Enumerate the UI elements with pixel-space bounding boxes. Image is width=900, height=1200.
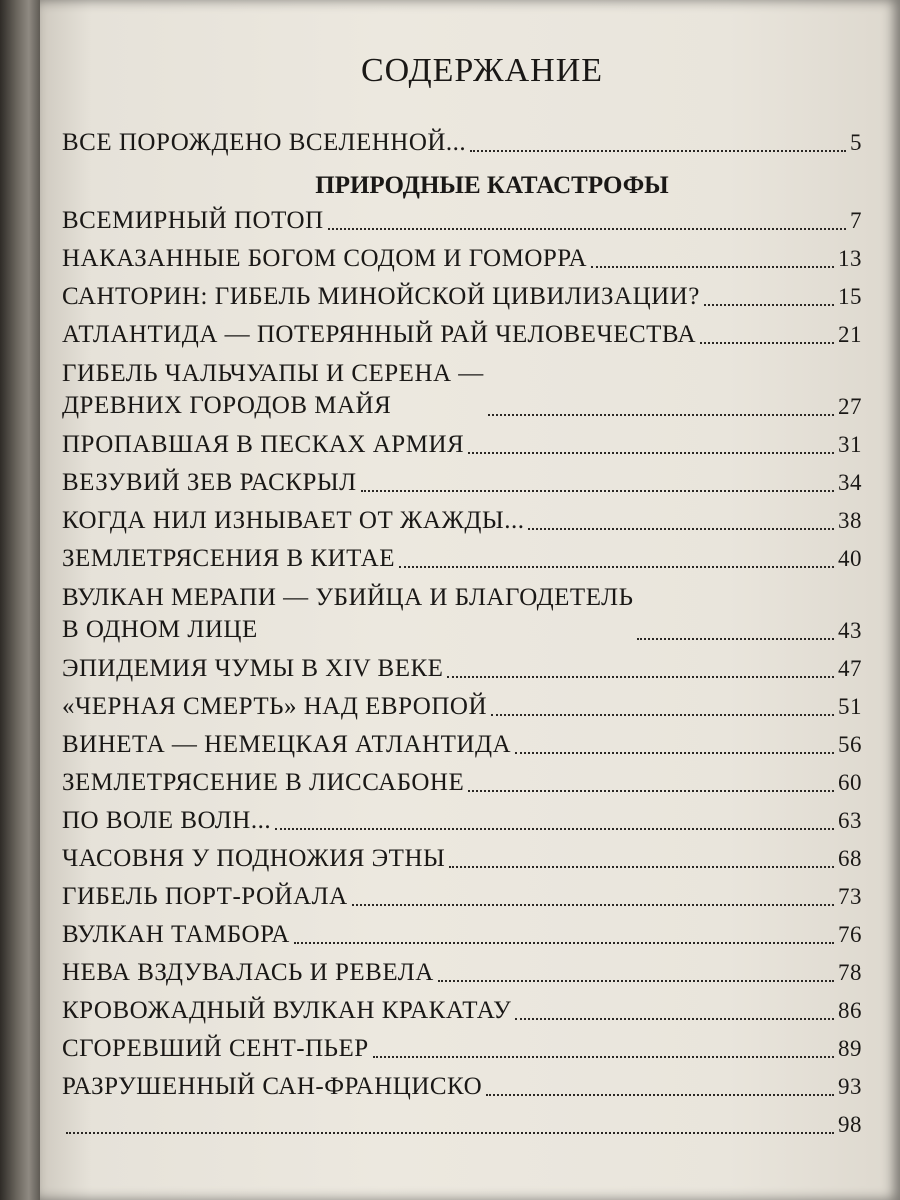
- toc-entry-label: ВЕЗУВИЙ ЗЕВ РАСКРЫЛ: [62, 469, 357, 496]
- toc-entry-page: 31: [838, 432, 862, 457]
- toc-entry: [62, 506, 862, 536]
- book-page: [40, 0, 900, 1200]
- dot-leader: [328, 228, 846, 230]
- toc-entry: [62, 582, 862, 646]
- toc-entry-label: ЗЕМЛЕТРЯСЕНИЯ В КИТАЕ: [62, 545, 396, 572]
- toc-entry: [62, 206, 862, 236]
- dot-leader: [700, 342, 834, 344]
- toc-entry-label: ВИНЕТА — НЕМЕЦКАЯ АТЛАНТИДА: [62, 731, 512, 758]
- dot-leader: [704, 304, 834, 306]
- toc-entry-page: 13: [838, 246, 862, 271]
- toc-entry-page: 76: [838, 922, 862, 947]
- dot-leader: [528, 528, 834, 530]
- toc-entry-page: 93: [838, 1074, 862, 1099]
- dot-leader: [515, 752, 834, 754]
- toc-entry-label: АТЛАНТИДА — ПОТЕРЯННЫЙ РАЙ ЧЕЛОВЕЧЕСТВА: [62, 321, 697, 348]
- toc-entry: [62, 244, 862, 274]
- toc-entries: [62, 206, 862, 1102]
- toc-entry-page: 51: [838, 694, 862, 719]
- toc-entry-page: 86: [838, 998, 862, 1023]
- toc-entry: [62, 1072, 862, 1102]
- toc-entry-label: ПО ВОЛЕ ВОЛН...: [62, 807, 272, 834]
- toc-entry-page: 21: [838, 322, 862, 347]
- toc-entry-label: КРОВОЖАДНЫЙ ВУЛКАН КРАКАТАУ: [62, 997, 512, 1024]
- toc-entry: [62, 468, 862, 498]
- section-heading: ПРИРОДНЫЕ КАТАСТРОФЫ: [315, 172, 669, 199]
- toc-entry-label: САНТОРИН: ГИБЕЛЬ МИНОЙСКОЙ ЦИВИЛИЗАЦИИ?: [62, 283, 700, 310]
- dot-leader: [373, 1056, 834, 1058]
- toc-entry-page: 73: [838, 884, 862, 909]
- toc-entry-label: РАЗРУШЕННЫЙ САН-ФРАНЦИСКО: [62, 1073, 483, 1100]
- toc-entry-label: ВСЕМИРНЫЙ ПОТОП: [62, 207, 324, 234]
- toc-entry: [62, 430, 862, 460]
- dot-leader: [468, 790, 834, 792]
- toc-entry-page: 34: [838, 470, 862, 495]
- toc-entry-page: 78: [838, 960, 862, 985]
- toc-entry-label: СГОРЕВШИЙ СЕНТ-ПЬЕР: [62, 1035, 369, 1062]
- toc-entry-page: 7: [850, 208, 862, 233]
- toc-entry: [62, 692, 862, 722]
- dot-leader: [486, 1094, 834, 1096]
- toc-entry: [62, 996, 862, 1026]
- table-of-contents: [62, 52, 862, 1148]
- dot-leader: [275, 828, 834, 830]
- toc-entry: [62, 544, 862, 574]
- toc-entry: [62, 958, 862, 988]
- toc-entry: [62, 1034, 862, 1064]
- toc-entry: [62, 806, 862, 836]
- toc-entry-label: НЕВА ВЗДУВАЛАСЬ И РЕВЕЛА: [62, 959, 434, 986]
- toc-entry-label: ЭПИДЕМИЯ ЧУМЫ В XIV ВЕКЕ: [62, 655, 444, 682]
- toc-entry-label: ГИБЕЛЬ ЧАЛЬЧУАПЫ И СЕРЕНА — ДРЕВНИХ ГОРОДОВ МАЙЯ: [62, 360, 484, 419]
- toc-entry-page: 27: [838, 394, 862, 419]
- toc-entry-page: 56: [838, 732, 862, 757]
- dot-leader: [449, 866, 834, 868]
- toc-entry-last-page: [62, 1110, 862, 1140]
- toc-entry-page: 98: [838, 1112, 862, 1137]
- dot-leader: [468, 452, 834, 454]
- toc-entry: [62, 654, 862, 684]
- dot-leader: [352, 904, 834, 906]
- dot-leader: [637, 638, 834, 640]
- toc-entry: [62, 768, 862, 798]
- toc-entry-label: ВУЛКАН МЕРАПИ — УБИЙЦА И БЛАГОДЕТЕЛЬ В ОДНОМ ЛИЦЕ: [62, 584, 634, 643]
- toc-entry-page: 40: [838, 546, 862, 571]
- toc-entry-label: ПРОПАВШАЯ В ПЕСКАХ АРМИЯ: [62, 431, 465, 458]
- dot-leader: [591, 266, 834, 268]
- dot-leader: [470, 150, 846, 152]
- toc-entry-label: ГИБЕЛЬ ПОРТ-РОЙАЛА: [62, 883, 348, 910]
- toc-entry-page: 5: [850, 130, 862, 155]
- toc-entry-page: 68: [838, 846, 862, 871]
- toc-entry-page: 60: [838, 770, 862, 795]
- toc-entry-page: 38: [838, 508, 862, 533]
- dot-leader: [66, 1132, 834, 1134]
- toc-entry: [62, 920, 862, 950]
- toc-entry-label: ЧАСОВНЯ У ПОДНОЖИЯ ЭТНЫ: [62, 845, 446, 872]
- dot-leader: [361, 490, 834, 492]
- toc-entry-label: ВУЛКАН ТАМБОРА: [62, 921, 290, 948]
- toc-entry-page: 43: [838, 618, 862, 643]
- dot-leader: [491, 714, 834, 716]
- toc-entry: [62, 320, 862, 350]
- toc-entry-label: ЗЕМЛЕТРЯСЕНИЕ В ЛИССАБОНЕ: [62, 769, 465, 796]
- toc-entry: [62, 844, 862, 874]
- dot-leader: [294, 942, 834, 944]
- toc-entry: [62, 882, 862, 912]
- toc-title: СОДЕРЖАНИЕ: [360, 52, 604, 89]
- toc-entry-label: НАКАЗАННЫЕ БОГОМ СОДОМ И ГОМОРРА: [62, 245, 588, 272]
- toc-entry-label: КОГДА НИЛ ИЗНЫВАЕТ ОТ ЖАЖДЫ...: [62, 507, 525, 534]
- dot-leader: [488, 414, 834, 416]
- toc-entry-page: 63: [838, 808, 862, 833]
- dot-leader: [447, 676, 834, 678]
- toc-entry-page: 89: [838, 1036, 862, 1061]
- toc-entry-intro: [62, 128, 862, 158]
- toc-entry-page: 47: [838, 656, 862, 681]
- toc-entry: [62, 730, 862, 760]
- toc-entry: [62, 358, 862, 422]
- toc-entry-label: «ЧЕРНАЯ СМЕРТЬ» НАД ЕВРОПОЙ: [62, 693, 487, 720]
- toc-entry-page: 15: [838, 284, 862, 309]
- dot-leader: [399, 566, 834, 568]
- dot-leader: [438, 980, 834, 982]
- toc-entry-label: ВСЕ ПОРОЖДЕНО ВСЕЛЕННОЙ...: [62, 129, 467, 156]
- toc-entry: [62, 282, 862, 312]
- dot-leader: [515, 1018, 834, 1020]
